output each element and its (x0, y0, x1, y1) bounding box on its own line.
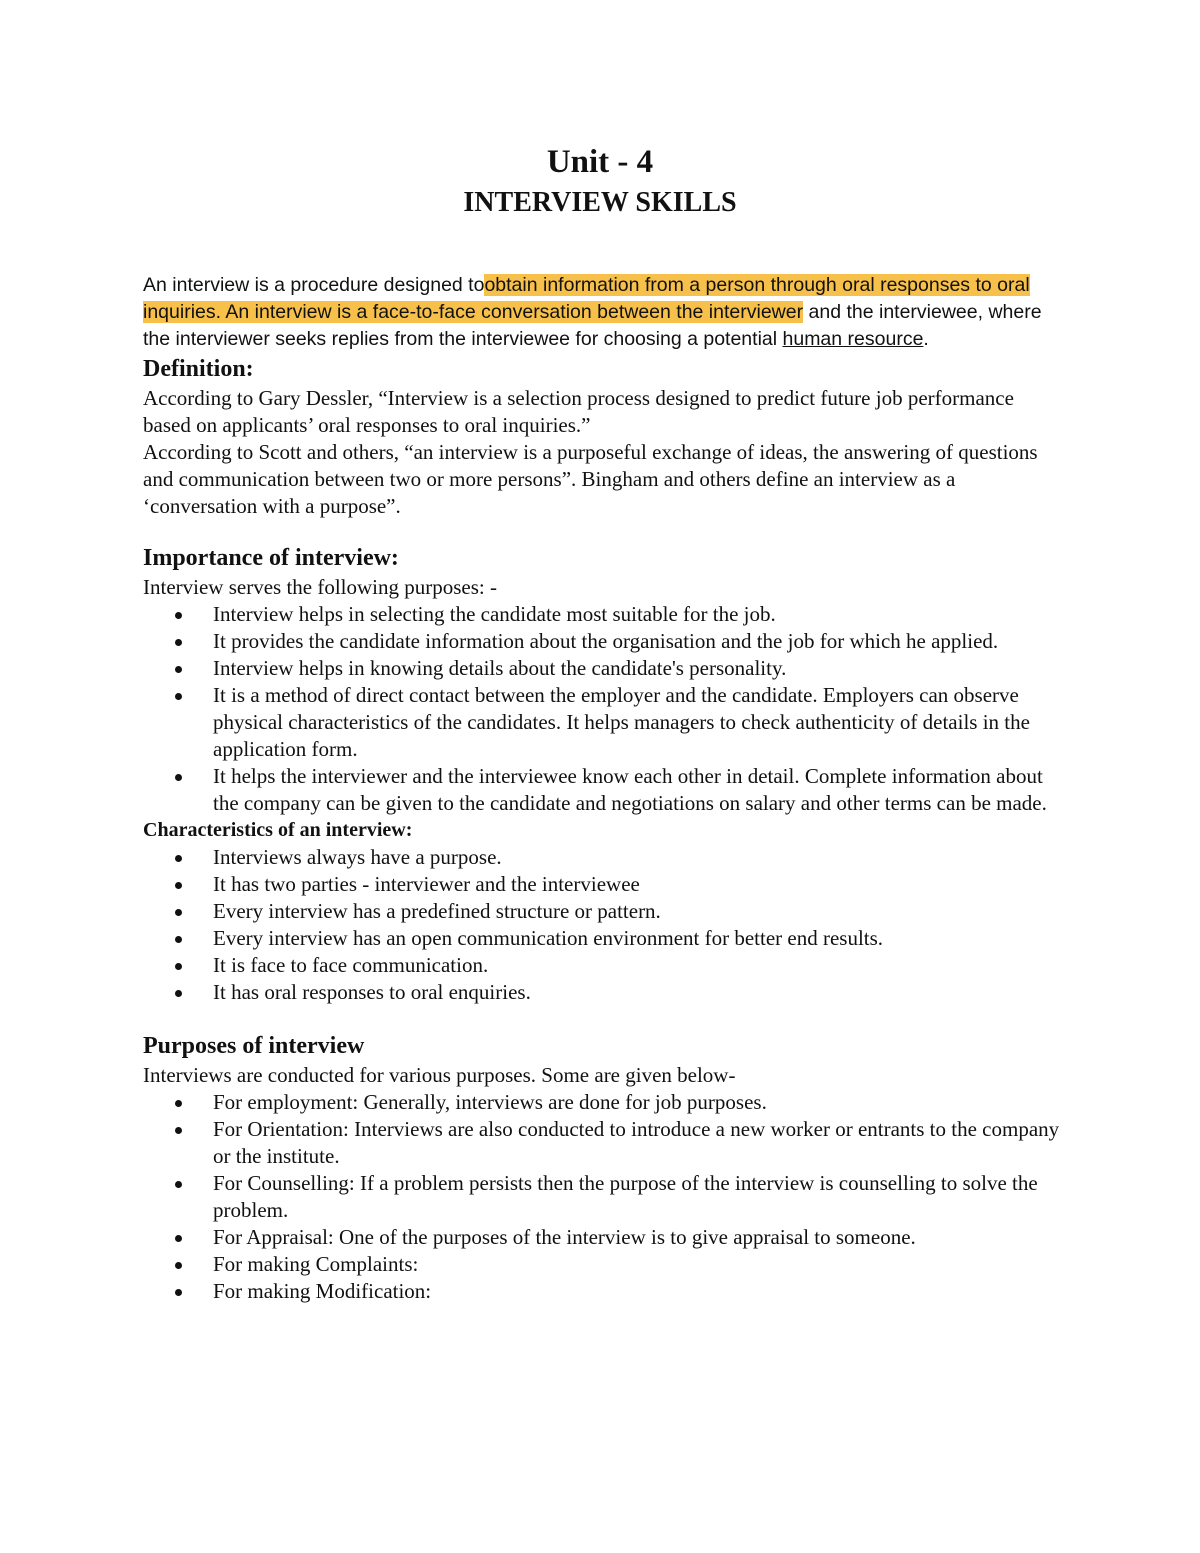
highlighted-text: obtain information from a person through oral responses to oral inquiries. An interview is a face-to-face conversation between the interviewer (143, 274, 1030, 323)
bullet-icon (175, 639, 182, 646)
purposes-list (143, 1089, 1063, 1305)
list-item-text: It has oral responses to oral enquiries. (213, 980, 531, 1004)
list-item (143, 1278, 1063, 1305)
bullet-icon (175, 693, 182, 700)
list-item (143, 898, 1063, 925)
definition-heading: Definition: (143, 356, 254, 382)
bullet-icon (175, 666, 182, 673)
list-item (143, 601, 1063, 628)
definition-paragraph-scott: According to Scott and others, “an interview is a purposeful exchange of ideas, the answering of questions and communication between two or more persons”. Bingham and others define an interview as a ‘conversation with a purpose”. (143, 440, 1038, 518)
list-item-text: For Appraisal: One of the purposes of the interview is to give appraisal to someone. (213, 1225, 916, 1249)
intro-text-continued: and the interviewee, where the interviewer seeks replies from the interviewee for choosing a potential (143, 301, 1042, 350)
list-item-text: For making Modification: (213, 1279, 432, 1303)
list-item-text: Interviews always have a purpose. (213, 845, 502, 869)
list-item (143, 1251, 1063, 1278)
importance-lead: Interview serves the following purposes: - (143, 575, 497, 599)
list-item (143, 925, 1063, 952)
intro-period: . (923, 328, 929, 350)
bullet-icon (175, 909, 182, 916)
list-item (143, 1224, 1063, 1251)
bullet-icon (175, 855, 182, 862)
list-item-text: It provides the candidate information about the organisation and the job for which he applied. (213, 629, 999, 653)
human-resource-link[interactable]: human resource (782, 328, 924, 350)
intro-text: An interview is a procedure designed to (143, 274, 485, 296)
list-item (143, 979, 1063, 1006)
bullet-icon (175, 1289, 182, 1296)
bullet-icon (175, 612, 182, 619)
characteristics-heading: Characteristics of an interview: (143, 819, 413, 841)
list-item-text: Every interview has a predefined structure or pattern. (213, 899, 661, 923)
list-item (143, 844, 1063, 871)
bullet-icon (175, 1262, 182, 1269)
list-item-text: It is a method of direct contact between the employer and the candidate. Employers can observe physical characteristics of the candidates. It helps managers to check authenticity of details in the application form. (213, 683, 1030, 761)
bullet-icon (175, 963, 182, 970)
purposes-lead: Interviews are conducted for various purposes. Some are given below- (143, 1063, 736, 1087)
list-item-text: Interview helps in knowing details about the candidate's personality. (213, 656, 787, 680)
importance-heading: Importance of interview: (143, 545, 399, 571)
bullet-icon (175, 1127, 182, 1134)
list-item (143, 1116, 1063, 1170)
definition-paragraph-dessler: According to Gary Dessler, “Interview is a selection process designed to predict future job performance based on applicants’ oral responses to oral inquiries.” (143, 386, 1014, 437)
bullet-icon (175, 1181, 182, 1188)
list-item (143, 1170, 1063, 1224)
bullet-icon (175, 774, 182, 781)
unit-title: Unit - 4 (546, 144, 654, 180)
list-item-text: It has two parties - interviewer and the interviewee (213, 872, 640, 896)
bullet-icon (175, 1100, 182, 1107)
list-item (143, 655, 1063, 682)
document-body (143, 272, 1063, 1305)
characteristics-list (143, 844, 1063, 1006)
page-title: INTERVIEW SKILLS (463, 187, 737, 218)
list-item-text: For Orientation: Interviews are also conducted to introduce a new worker or entrants to the company or the institute. (213, 1117, 1060, 1168)
list-item-text: Every interview has an open communication environment for better end results. (213, 926, 884, 950)
bullet-icon (175, 936, 182, 943)
bullet-icon (175, 882, 182, 889)
list-item (143, 1089, 1063, 1116)
list-item-text: For Counselling: If a problem persists then the purpose of the interview is counselling to solve the problem. (213, 1171, 1038, 1222)
list-item-text: It helps the interviewer and the interviewee know each other in detail. Complete information about the company can be given to the candidate and negotiations on salary and other terms can be made. (213, 764, 1047, 815)
purposes-heading: Purposes of interview (143, 1033, 365, 1059)
list-item-text: For employment: Generally, interviews are done for job purposes. (213, 1090, 767, 1114)
list-item (143, 682, 1063, 763)
list-item-text: It is face to face communication. (213, 953, 489, 977)
list-item-text: For making Complaints: (213, 1252, 419, 1276)
list-item-text: Interview helps in selecting the candidate most suitable for the job. (213, 602, 776, 626)
bullet-icon (175, 990, 182, 997)
list-item (143, 628, 1063, 655)
list-item (143, 952, 1063, 979)
list-item (143, 763, 1063, 817)
intro-paragraph (143, 272, 1063, 353)
bullet-icon (175, 1235, 182, 1242)
list-item (143, 871, 1063, 898)
importance-list (143, 601, 1063, 817)
